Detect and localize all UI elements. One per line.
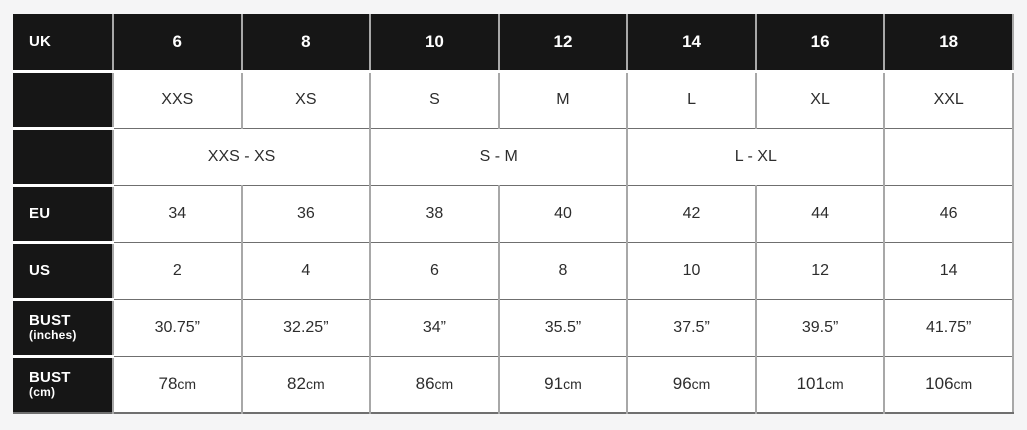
unit-label: cm — [953, 376, 973, 393]
size-cell: 8 — [499, 242, 628, 299]
unit-label: cm — [177, 376, 197, 393]
row-label-size-ranges — [13, 128, 113, 185]
size-cell: 2 — [113, 242, 242, 299]
size-cell: 37.5” — [627, 299, 756, 356]
size-cell: L - XL — [627, 128, 884, 185]
size-cell: M — [499, 71, 628, 128]
header-cell-10: 10 — [370, 14, 499, 71]
size-cell: 41.75” — [884, 299, 1013, 356]
row-label-main: BUST — [29, 369, 71, 387]
size-cell: L — [627, 71, 756, 128]
size-cell: 86cm — [370, 356, 499, 413]
size-cell: 40 — [499, 185, 628, 242]
size-cell: S — [370, 71, 499, 128]
unit-label: cm — [824, 376, 844, 393]
size-cell: 82cm — [242, 356, 371, 413]
size-cell: 30.75” — [113, 299, 242, 356]
header-cell-12: 12 — [499, 14, 628, 71]
size-cell: 38 — [370, 185, 499, 242]
row-us-sizes — [13, 242, 1013, 299]
size-cell: 35.5” — [499, 299, 628, 356]
header-cell-16: 16 — [756, 14, 885, 71]
size-cell: 42 — [627, 185, 756, 242]
row-label-main: BUST — [29, 311, 71, 329]
size-cell: 101cm — [756, 356, 885, 413]
row-intl-sizes — [13, 71, 1013, 128]
row-label-bust-cm — [13, 356, 113, 413]
unit-label: cm — [563, 376, 582, 393]
row-bust-cm — [13, 356, 1013, 413]
size-cell: XXL — [884, 71, 1013, 128]
size-cell: XXS — [113, 71, 242, 128]
row-label-eu-sizes: EU — [13, 185, 113, 242]
size-cell: 36 — [242, 185, 371, 242]
size-cell: S - M — [370, 128, 627, 185]
unit-label: cm — [305, 376, 325, 393]
row-label-sub: (cm) — [29, 385, 56, 400]
unit-label: cm — [691, 376, 711, 393]
row-label-bust-inches — [13, 299, 113, 356]
size-cell: 32.25” — [242, 299, 371, 356]
size-cell: 10 — [627, 242, 756, 299]
size-cell: 91cm — [499, 356, 628, 413]
size-cell: 4 — [242, 242, 371, 299]
size-cell: XL — [756, 71, 885, 128]
size-cell: 14 — [884, 242, 1013, 299]
size-chart-tbody — [13, 14, 1013, 413]
size-cell: XS — [242, 71, 371, 128]
row-label-intl-sizes — [13, 71, 113, 128]
row-label-us-sizes: US — [13, 242, 113, 299]
header-cell-18: 18 — [884, 14, 1013, 71]
size-cell: 34 — [113, 185, 242, 242]
row-label-uk-sizes: UK — [13, 14, 113, 71]
size-cell: 39.5” — [756, 299, 885, 356]
size-cell: XXS - XS — [113, 128, 370, 185]
row-bust-inches — [13, 299, 1013, 356]
size-cell: 96cm — [627, 356, 756, 413]
row-uk-sizes — [13, 14, 1013, 71]
size-cell: 44 — [756, 185, 885, 242]
size-cell — [884, 128, 1013, 185]
size-cell: 106cm — [884, 356, 1013, 413]
row-size-ranges — [13, 128, 1013, 185]
header-cell-6: 6 — [113, 14, 242, 71]
unit-label: cm — [434, 376, 454, 393]
header-cell-8: 8 — [242, 14, 371, 71]
header-cell-14: 14 — [627, 14, 756, 71]
size-cell: 34” — [370, 299, 499, 356]
size-cell: 78cm — [113, 356, 242, 413]
row-eu-sizes — [13, 185, 1013, 242]
size-cell: 12 — [756, 242, 885, 299]
size-conversion-table — [13, 14, 1014, 414]
size-cell: 6 — [370, 242, 499, 299]
size-cell: 46 — [884, 185, 1013, 242]
row-label-sub: (inches) — [29, 328, 77, 343]
